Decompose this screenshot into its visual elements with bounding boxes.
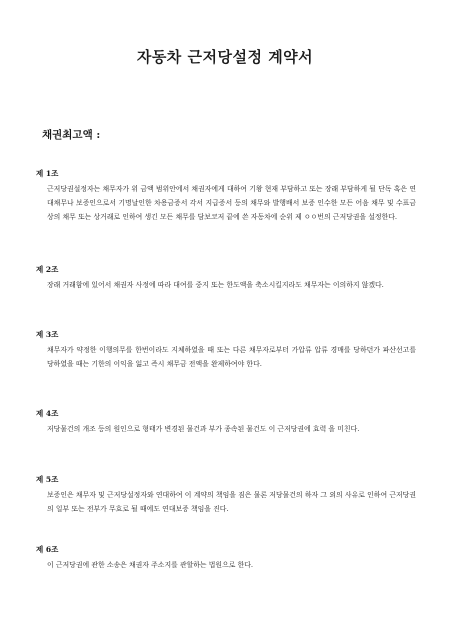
article-3: [36, 329, 416, 371]
document-title: 자동차 근저당설정 계약서: [136, 48, 314, 66]
article-heading: 제 1조: [36, 169, 59, 178]
article-5: [36, 474, 416, 516]
article-heading: 제 5조: [36, 475, 59, 484]
maximum-claim-amount-label: 채권최고액 :: [42, 129, 101, 141]
article-body: 장래 거래함에 있어서 채권자 사정에 따라 대여를 중지 또는 한도액을 축소시킬지라도 채무자는 이의하지 않겠다.: [47, 281, 384, 289]
article-body: 이 근저당권에 관한 소송은 채권자 주소지를 관할하는 법원으로 한다.: [47, 561, 254, 569]
article-heading: 제 3조: [36, 330, 59, 339]
article-4: [36, 408, 416, 436]
article-1: [36, 168, 416, 225]
article-heading: 제 2조: [36, 265, 59, 274]
article-2: [36, 264, 416, 292]
article-heading: 제 4조: [36, 409, 59, 418]
article-6: [36, 544, 416, 572]
article-body: 근저당권설정자는 채무자가 위 금액 범위안에서 채권자에게 대하여 기왕 현재 부담하고 또는 장래 부담하게 될 단독 혹은 연대채무나 보증인으로서 기명날인한 차용금증서 각서 지급증서 등의 채무와 발행배서 보증 인수한 모든 어음 채무 및 수표금상의 채무 또는 상거래로 인하여 생긴 모든 채무를 담보코저 끝에 쓴 자동차에 순위 제 ㅇㅇ번의 근저당권을 설정한다.: [47, 185, 416, 222]
article-body: 보증인은 채무자 및 근저당설정자와 연대하여 이 계약의 책임을 짐은 물론 저당물건의 하자 그 외의 사유로 인하여 근저당권의 일부 또는 전부가 무효로 될 때에도 연대보증 책임을 진다.: [47, 491, 416, 514]
article-body: 저당물건의 개조 등의 원인으로 형태가 변경된 물건과 부가 종속된 물건도 이 근저당권에 효력 을 미친다.: [47, 425, 360, 433]
article-heading: 제 6조: [36, 545, 59, 554]
article-body: 채무자가 약정한 이행의무를 한번이라도 지체하였을 때 또는 다른 채무자로부터 가압류 압류 경매를 당하던가 파산선고를 당하였을 때는 기한의 이익을 잃고 즉시 채무금 전액을 완제하여야 한다.: [47, 346, 416, 369]
